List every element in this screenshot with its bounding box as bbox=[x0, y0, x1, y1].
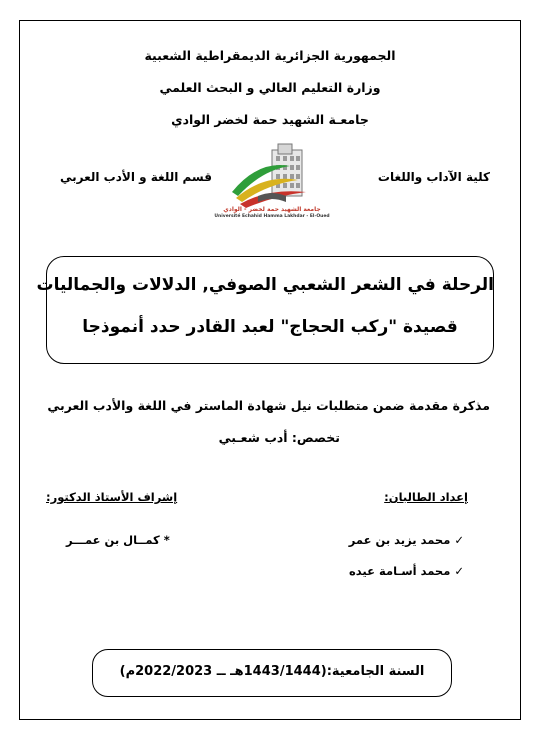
thesis-title-box bbox=[36, 256, 494, 364]
student-name-1: ✓ محمد يزيد بن عمر bbox=[348, 533, 464, 547]
republic-heading: الجمهورية الجزائرية الديمقراطية الشعبية bbox=[144, 48, 396, 63]
thesis-title-line2: قصيدة "ركب الحجاج" لعبد القادر حدد أنموذجا bbox=[82, 317, 458, 337]
academic-year: السنة الجامعية:(1443/1444هـ ــ 2022/2023م) bbox=[119, 664, 425, 679]
memo-statement: مذكرة مقدمة ضمن متطلبات نيل شهادة الماستر في اللغة والأدب العربي bbox=[47, 398, 490, 413]
ministry-heading: وزارة التعليم العالي و البحث العلمي bbox=[159, 80, 381, 95]
logo-caption-arabic: جامعة الشهيد حمة لخضر - الوادي bbox=[223, 206, 321, 213]
specialization-label: تخصص: أدب شعـبي bbox=[218, 430, 340, 445]
faculty-label: كلية الآداب واللغات bbox=[377, 170, 490, 184]
checkmark-icon: ✓ bbox=[454, 533, 464, 547]
student-name-2: ✓ محمد أسـامة عيده bbox=[349, 564, 464, 578]
department-label: قسم اللغة و الأدب العربي bbox=[60, 170, 212, 184]
supervisor-heading: إشراف الأستاذ الدكتور: bbox=[46, 490, 178, 504]
thesis-title-line1: الرحلة في الشعر الشعبي الصوفي, الدلالات والجماليات bbox=[36, 275, 494, 295]
university-logo bbox=[214, 140, 330, 222]
checkmark-icon: ✓ bbox=[454, 564, 464, 578]
supervisor-name: * كمــال بن عمـــر bbox=[66, 533, 170, 547]
logo-caption-latin: Université Echahid Hamma Lakhdar - El-Oued bbox=[214, 214, 330, 219]
university-heading: جامعـة الشهيد حمة لخضر الوادي bbox=[171, 112, 369, 127]
students-heading: إعداد الطالبان: bbox=[384, 490, 468, 504]
